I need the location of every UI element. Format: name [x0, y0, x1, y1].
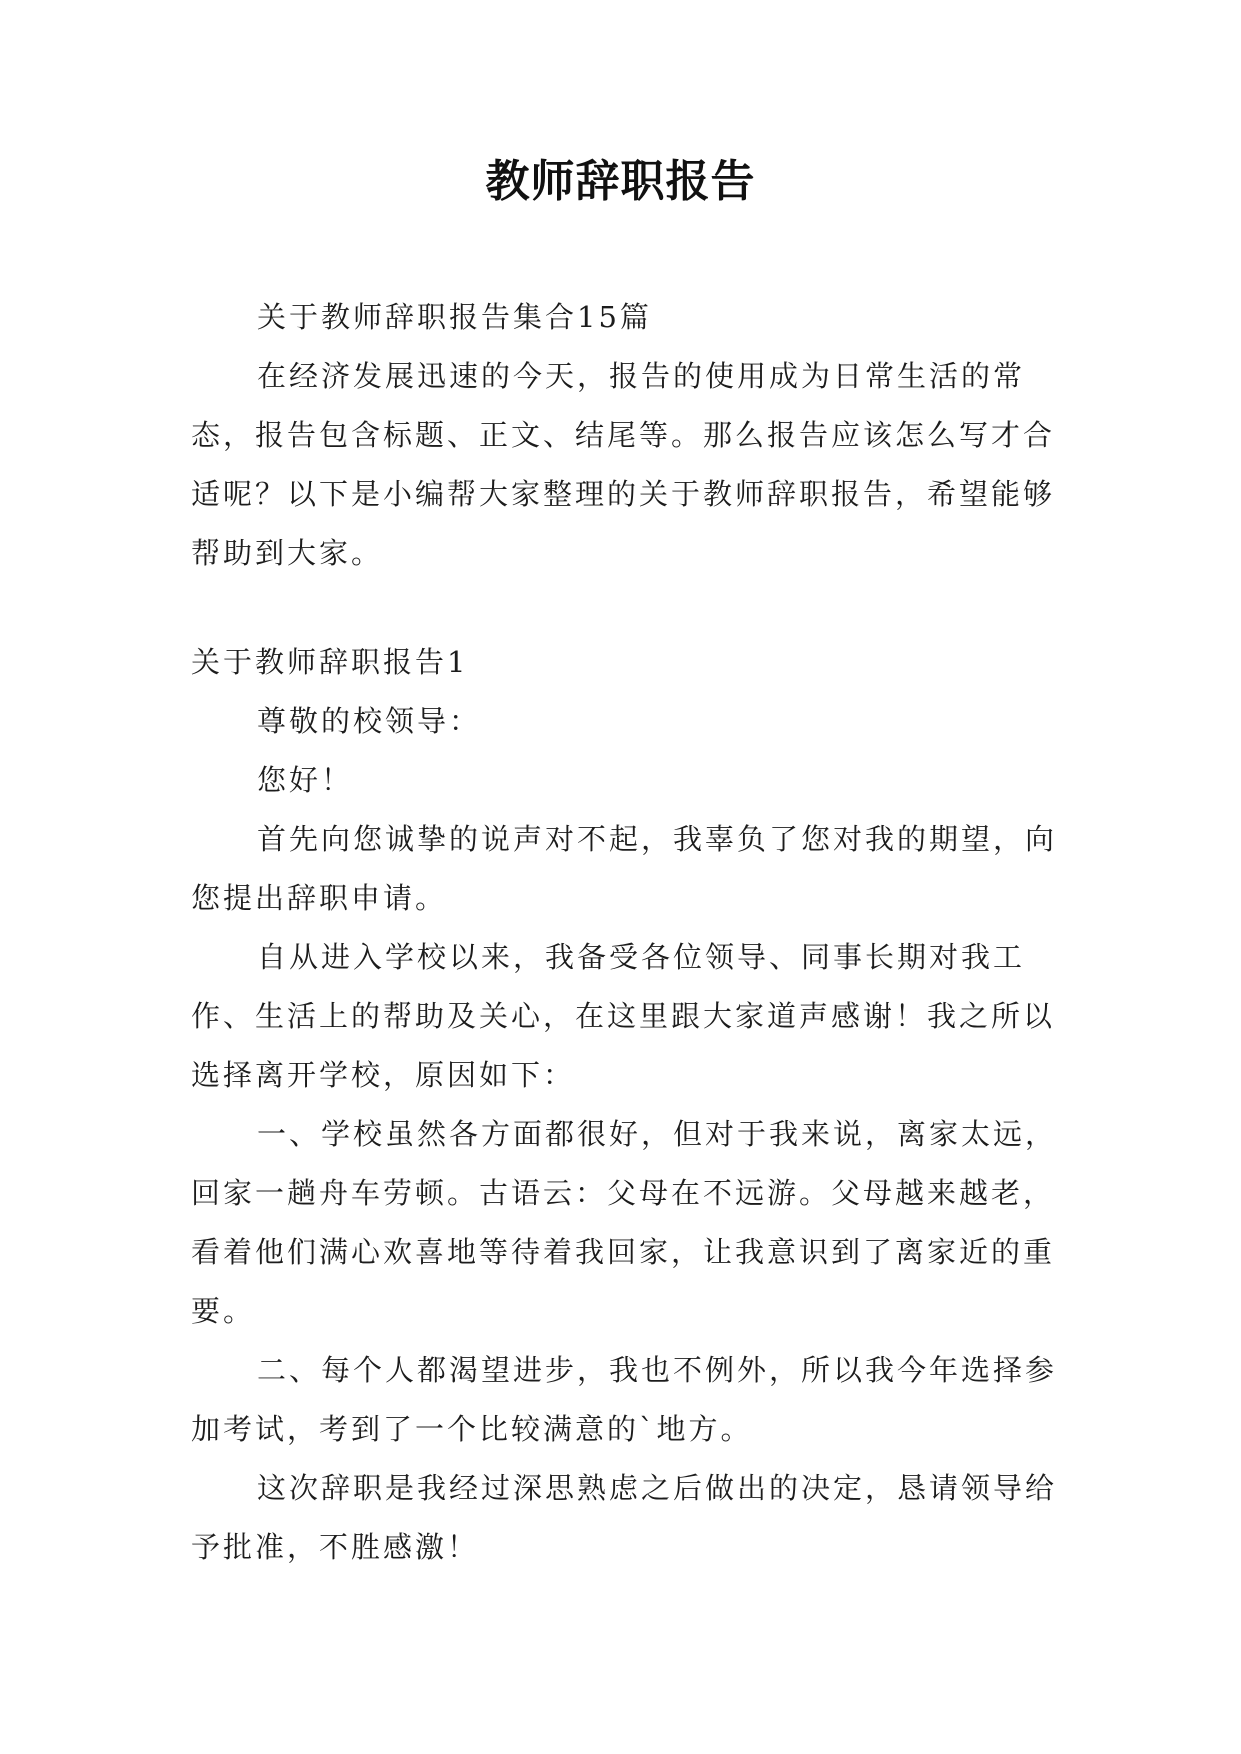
document-subtitle: 关于教师辞职报告集合15篇 [257, 300, 652, 334]
salutation: 尊敬的校领导： [257, 704, 482, 738]
greeting: 您好！ [257, 763, 354, 797]
section-spacer [191, 583, 1061, 633]
body-paragraph: 自从进入学校以来，我备受各位领导、同事长期对我工作、生活上的帮助及关心，在这里跟大家道声感谢！我之所以选择离开学校，原因如下： [191, 940, 1056, 1092]
body-paragraph: 首先向您诚挚的说声对不起，我辜负了您对我的期望，向您提出辞职申请。 [191, 822, 1058, 915]
document-body [191, 288, 1061, 1577]
document-title: 教师辞职报告 [485, 156, 756, 207]
body-paragraph: 一、学校虽然各方面都很好，但对于我来说，离家太远，回家一趟舟车劳顿。古语云：父母在不远游。父母越来越老，看着他们满心欢喜地等待着我回家，让我意识到了离家近的重要。 [191, 1117, 1058, 1328]
body-paragraph: 这次辞职是我经过深思熟虑之后做出的决定，恳请领导给予批准，不胜感激！ [191, 1471, 1058, 1564]
body-paragraph: 二、每个人都渴望进步，我也不例外，所以我今年选择参加考试，考到了一个比较满意的`地方。 [191, 1353, 1058, 1446]
intro-paragraph: 在经济发展迅速的今天，报告的使用成为日常生活的常态，报告包含标题、正文、结尾等。那么报告应该怎么写才合适呢？以下是小编帮大家整理的关于教师辞职报告，希望能够帮助到大家。 [191, 359, 1056, 570]
section-heading: 关于教师辞职报告1 [191, 645, 469, 679]
